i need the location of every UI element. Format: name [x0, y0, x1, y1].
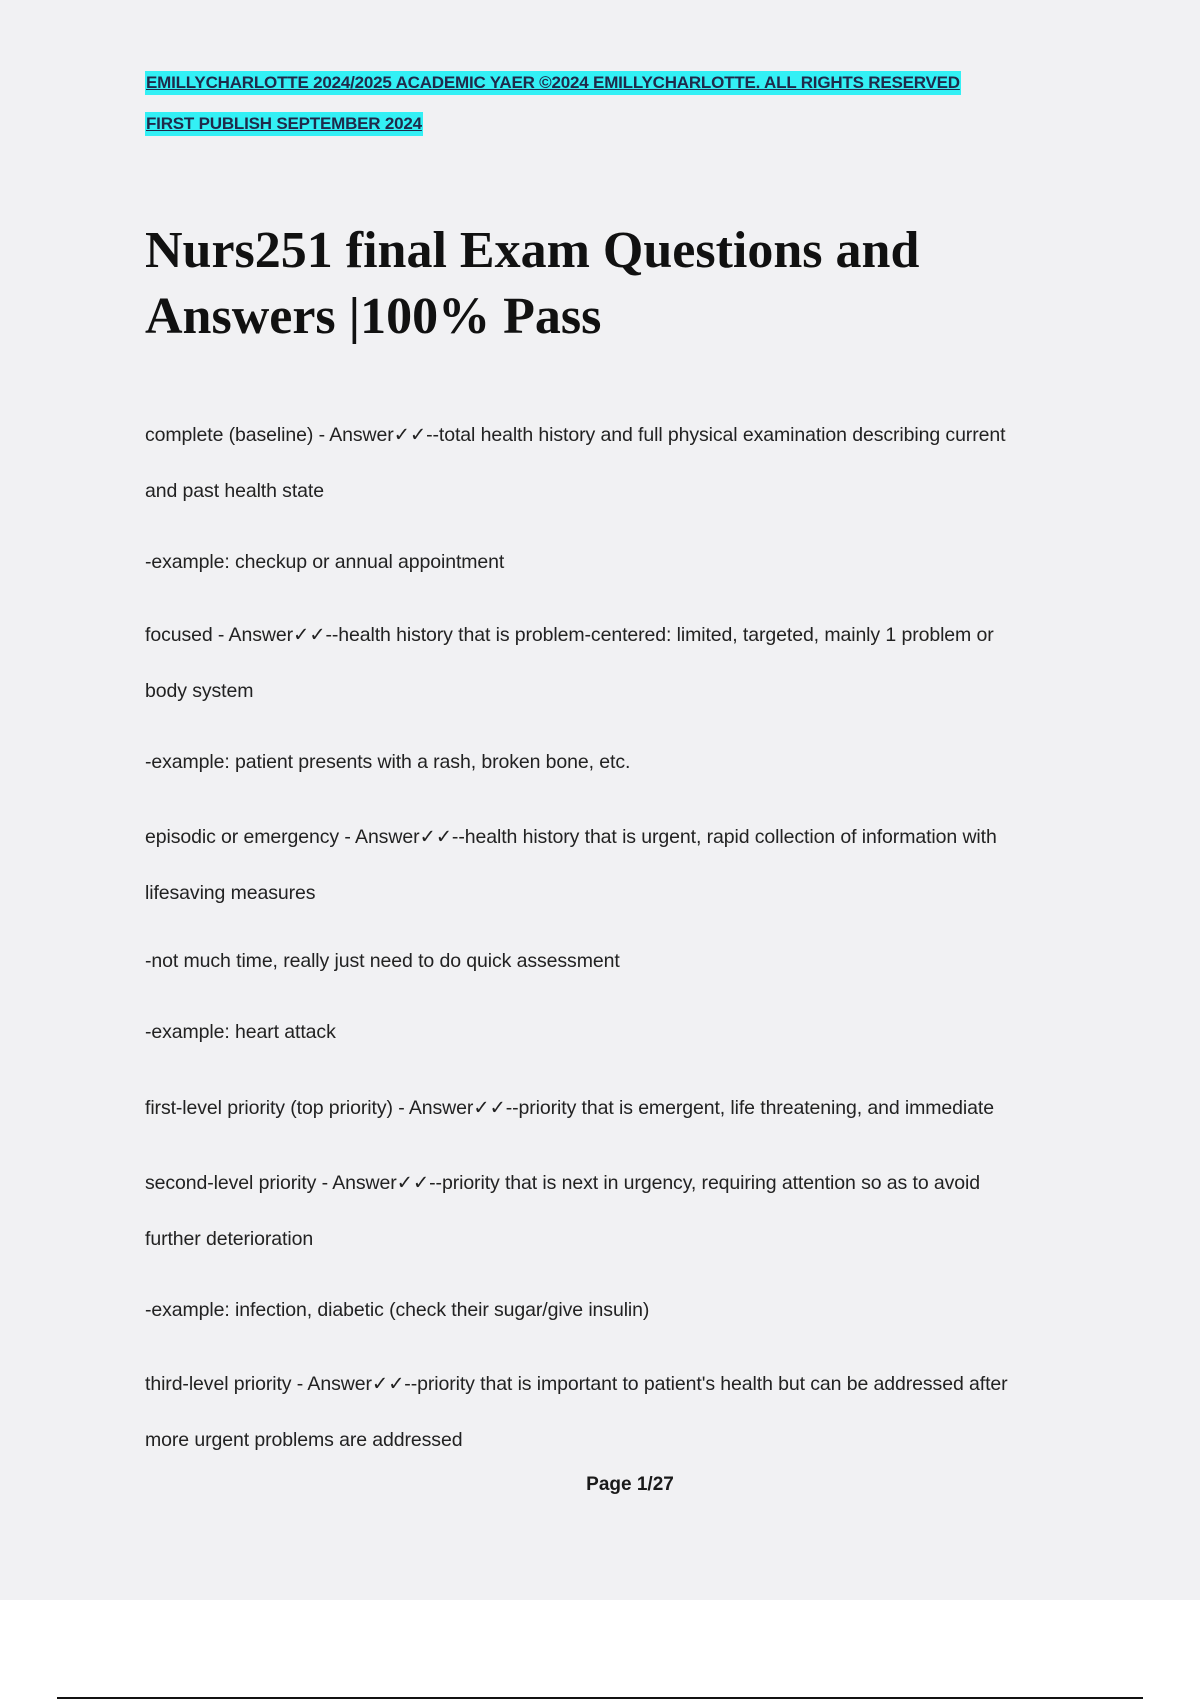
text-line: more urgent problems are addressed	[145, 1429, 463, 1451]
text-line: and past health state	[145, 480, 324, 502]
text-line: episodic or emergency - Answer✓✓--health history that is urgent, rapid collection of information with	[145, 826, 997, 848]
text-line: -example: patient presents with a rash, broken bone, etc.	[145, 751, 631, 773]
document-title: Nurs251 final Exam Questions and Answers |100% Pass	[145, 222, 920, 345]
publish-date-header-line	[145, 114, 423, 134]
text-line: body system	[145, 680, 254, 702]
text-line: -not much time, really just need to do quick assessment	[145, 950, 620, 972]
page-divider	[57, 1697, 1143, 1699]
page-number: Page 1/27	[586, 1474, 674, 1495]
publish-date-header-text: FIRST PUBLISH SEPTEMBER 2024	[145, 112, 423, 136]
copyright-header-text: EMILLYCHARLOTTE 2024/2025 ACADEMIC YAER ©2024 EMILLYCHARLOTTE. ALL RIGHTS RESERVED	[145, 71, 961, 95]
text-line: -example: checkup or annual appointment	[145, 551, 505, 573]
text-line: -example: heart attack	[145, 1021, 336, 1043]
text-line: third-level priority - Answer✓✓--priority that is important to patient's health but can be addressed after	[145, 1373, 1008, 1395]
text-line: first-level priority (top priority) - Answer✓✓--priority that is emergent, life threatening, and immediate	[145, 1097, 994, 1119]
text-line: lifesaving measures	[145, 882, 316, 904]
text-line: second-level priority - Answer✓✓--priority that is next in urgency, requiring attention so as to avoid	[145, 1172, 980, 1194]
text-line: complete (baseline) - Answer✓✓--total health history and full physical examination describing current	[145, 424, 1006, 446]
text-line: -example: infection, diabetic (check their sugar/give insulin)	[145, 1299, 650, 1321]
text-line: focused - Answer✓✓--health history that is problem-centered: limited, targeted, mainly 1 problem or	[145, 624, 994, 646]
text-line: further deterioration	[145, 1228, 314, 1250]
copyright-header-line	[145, 73, 961, 93]
